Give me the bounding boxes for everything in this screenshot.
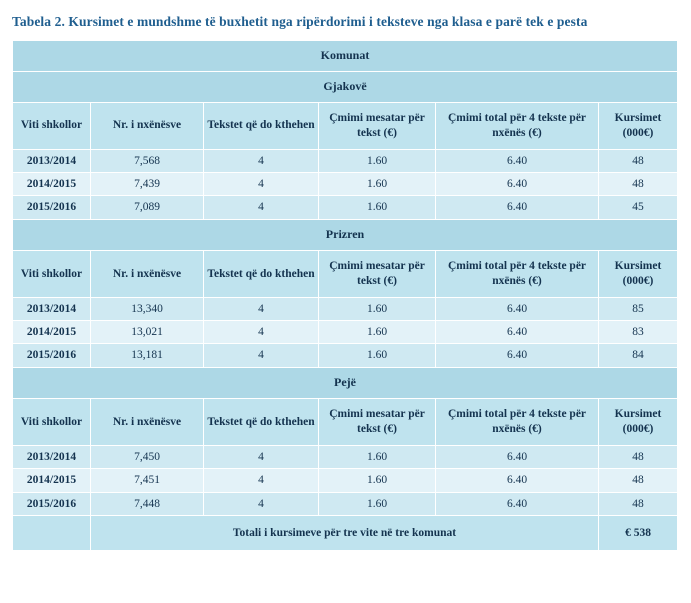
cell-books: 4 xyxy=(204,492,319,515)
cell-savings: 48 xyxy=(599,172,678,195)
cell-students: 7,450 xyxy=(91,445,204,468)
cell-books: 4 xyxy=(204,172,319,195)
cell-students: 13,340 xyxy=(91,297,204,320)
column-header-5: Kursimet (000€) xyxy=(599,250,678,297)
column-header-5: Kursimet (000€) xyxy=(599,102,678,149)
table-row xyxy=(13,196,678,219)
cell-books: 4 xyxy=(204,149,319,172)
table-row xyxy=(13,321,678,344)
cell-books: 4 xyxy=(204,445,319,468)
column-header-4: Çmimi total për 4 tekste për nxënës (€) xyxy=(436,250,599,297)
cell-books: 4 xyxy=(204,196,319,219)
table-row xyxy=(13,344,678,367)
band-komunat: Komunat xyxy=(13,40,678,71)
column-header-5: Kursimet (000€) xyxy=(599,398,678,445)
cell-year: 2014/2015 xyxy=(13,172,91,195)
cell-total-price: 6.40 xyxy=(436,445,599,468)
cell-savings: 48 xyxy=(599,492,678,515)
column-header-4: Çmimi total për 4 tekste për nxënës (€) xyxy=(436,102,599,149)
column-header-2: Tekstet që do kthehen xyxy=(204,102,319,149)
cell-year: 2014/2015 xyxy=(13,469,91,492)
cell-year: 2015/2016 xyxy=(13,344,91,367)
cell-savings: 45 xyxy=(599,196,678,219)
cell-total-price: 6.40 xyxy=(436,172,599,195)
cell-avg-price: 1.60 xyxy=(319,321,436,344)
cell-students: 7,448 xyxy=(91,492,204,515)
column-header-1: Nr. i nxënësve xyxy=(91,398,204,445)
table-total-row xyxy=(13,515,678,550)
cell-total-price: 6.40 xyxy=(436,149,599,172)
table-band-row xyxy=(13,367,678,398)
cell-savings: 48 xyxy=(599,445,678,468)
section-name-0: Gjakovë xyxy=(13,71,678,102)
column-header-2: Tekstet që do kthehen xyxy=(204,398,319,445)
cell-books: 4 xyxy=(204,321,319,344)
cell-year: 2013/2014 xyxy=(13,445,91,468)
total-label: Totali i kursimeve për tre vite në tre komunat xyxy=(91,515,599,550)
cell-avg-price: 1.60 xyxy=(319,344,436,367)
cell-total-price: 6.40 xyxy=(436,492,599,515)
cell-avg-price: 1.60 xyxy=(319,492,436,515)
column-header-1: Nr. i nxënësve xyxy=(91,102,204,149)
cell-savings: 84 xyxy=(599,344,678,367)
table-header-row xyxy=(13,250,678,297)
column-header-4: Çmimi total për 4 tekste për nxënës (€) xyxy=(436,398,599,445)
table-row xyxy=(13,492,678,515)
cell-savings: 48 xyxy=(599,469,678,492)
cell-year: 2014/2015 xyxy=(13,321,91,344)
total-empty-cell xyxy=(13,515,91,550)
section-name-2: Pejë xyxy=(13,367,678,398)
cell-savings: 83 xyxy=(599,321,678,344)
table-row xyxy=(13,172,678,195)
table-header-row xyxy=(13,398,678,445)
column-header-0: Viti shkollor xyxy=(13,250,91,297)
cell-total-price: 6.40 xyxy=(436,469,599,492)
table-caption: Tabela 2. Kursimet e mundshme të buxhetit nga ripërdorimi i teksteve nga klasa e parë tek e pesta xyxy=(12,14,588,29)
table-band-row xyxy=(13,219,678,250)
cell-total-price: 6.40 xyxy=(436,297,599,320)
cell-avg-price: 1.60 xyxy=(319,149,436,172)
cell-books: 4 xyxy=(204,297,319,320)
cell-savings: 48 xyxy=(599,149,678,172)
cell-books: 4 xyxy=(204,469,319,492)
cell-students: 13,181 xyxy=(91,344,204,367)
cell-students: 7,568 xyxy=(91,149,204,172)
table-row xyxy=(13,445,678,468)
cell-students: 7,089 xyxy=(91,196,204,219)
cell-avg-price: 1.60 xyxy=(319,172,436,195)
cell-year: 2015/2016 xyxy=(13,492,91,515)
cell-year: 2013/2014 xyxy=(13,297,91,320)
column-header-3: Çmimi mesatar për tekst (€) xyxy=(319,250,436,297)
savings-table xyxy=(12,40,678,551)
cell-students: 7,439 xyxy=(91,172,204,195)
section-name-1: Prizren xyxy=(13,219,678,250)
cell-avg-price: 1.60 xyxy=(319,297,436,320)
cell-year: 2015/2016 xyxy=(13,196,91,219)
table-header-row xyxy=(13,102,678,149)
table-band-row xyxy=(13,71,678,102)
cell-total-price: 6.40 xyxy=(436,344,599,367)
column-header-2: Tekstet që do kthehen xyxy=(204,250,319,297)
total-value: € 538 xyxy=(599,515,678,550)
table-row xyxy=(13,149,678,172)
cell-students: 7,451 xyxy=(91,469,204,492)
table-row xyxy=(13,469,678,492)
table-row xyxy=(13,297,678,320)
cell-total-price: 6.40 xyxy=(436,321,599,344)
column-header-3: Çmimi mesatar për tekst (€) xyxy=(319,102,436,149)
cell-savings: 85 xyxy=(599,297,678,320)
cell-avg-price: 1.60 xyxy=(319,469,436,492)
cell-avg-price: 1.60 xyxy=(319,196,436,219)
column-header-0: Viti shkollor xyxy=(13,398,91,445)
cell-year: 2013/2014 xyxy=(13,149,91,172)
table-band-row xyxy=(13,40,678,71)
cell-total-price: 6.40 xyxy=(436,196,599,219)
column-header-3: Çmimi mesatar për tekst (€) xyxy=(319,398,436,445)
column-header-1: Nr. i nxënësve xyxy=(91,250,204,297)
cell-students: 13,021 xyxy=(91,321,204,344)
cell-books: 4 xyxy=(204,344,319,367)
column-header-0: Viti shkollor xyxy=(13,102,91,149)
cell-avg-price: 1.60 xyxy=(319,445,436,468)
